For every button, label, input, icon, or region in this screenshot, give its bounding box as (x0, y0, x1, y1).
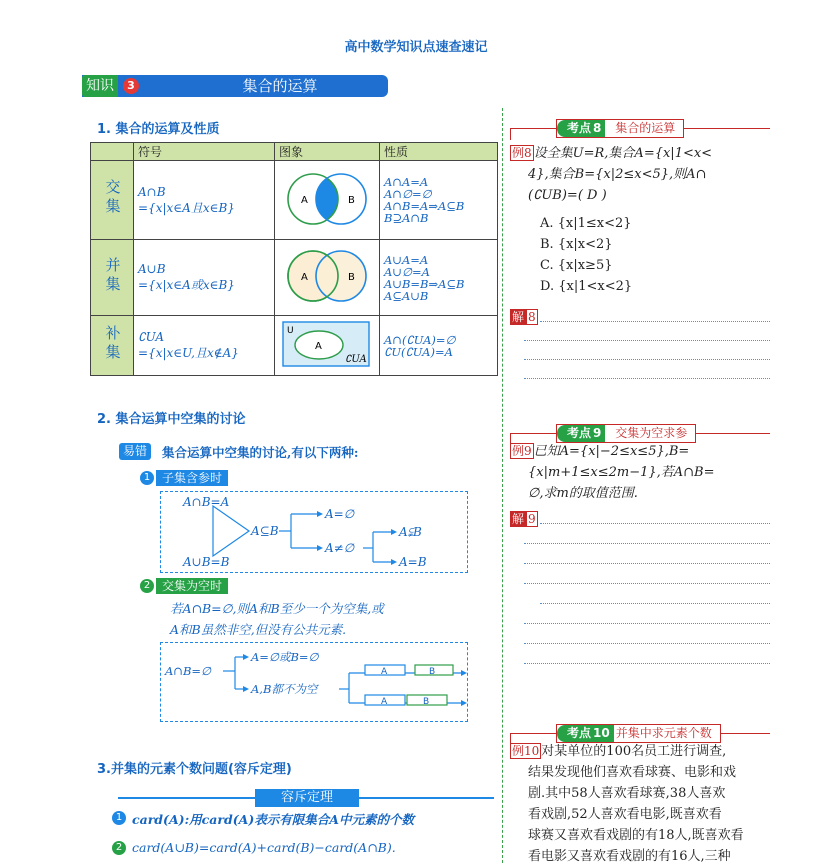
kp9-q-line1: 已知A={x|−2≤x≤5},B= (533, 444, 690, 459)
kp9-question (510, 441, 772, 504)
answer-line (524, 663, 770, 664)
table-row (91, 316, 498, 376)
answer-line (540, 523, 770, 524)
kp8-options (540, 213, 632, 297)
banner-title: 集合的运算 (242, 77, 318, 95)
row-name-complement: 补集 (91, 316, 134, 376)
case2-number: 2 (140, 579, 154, 593)
option-d: D. {x|1<x<2} (540, 279, 633, 294)
box-label-a: A (381, 697, 388, 707)
property-line: A∩(∁UA)=∅ (384, 332, 456, 347)
section3-heading: 3.并集的元素个数问题(容斥定理) (97, 762, 292, 777)
property-line: A⊆A∪B (384, 288, 429, 303)
kp8-rule-tick (510, 128, 511, 140)
kp10-title: 并集中求元素个数 (615, 726, 712, 740)
kp9-title: 交集为空求参 (615, 426, 688, 440)
option-c: C. {x|x≥5} (540, 258, 613, 273)
answer-line (540, 603, 770, 604)
node-a-empty: A=∅ (325, 507, 355, 521)
union-venn-diagram (275, 240, 379, 312)
node-a-eq-b: A=B (399, 555, 427, 569)
case2-text-line1: 若A∩B=∅,则A和B至少一个为空集,或 (170, 601, 384, 616)
complement-def: ={x|x∈U,且x∉A} (138, 346, 239, 360)
case1-diagram-box (160, 491, 468, 573)
kp9-q-line2: {x|m+1≤x≤2m−1},若A∩B= (528, 465, 715, 480)
node-a-subset-b: A⊆B (251, 524, 279, 538)
example-label: 例9 (512, 444, 532, 458)
kp8-tag-num: 8 (593, 120, 605, 137)
property-line: ∁U(∁UA)=A (384, 344, 453, 359)
case2-label: 交集为空时 (156, 578, 228, 594)
box-label-b: B (423, 697, 430, 707)
section1-heading: 1. 集合的运算及性质 (97, 122, 220, 137)
kp10-tag-label: 考点 (557, 725, 597, 742)
case2-flow-diagram (161, 643, 467, 721)
answer-line (524, 643, 770, 644)
intersection-venn-diagram (275, 161, 379, 236)
kp8-q-line3: (∁UB)=( D ) (528, 188, 607, 203)
venn-label-a: A (301, 272, 308, 283)
tip-tag: 易错 (119, 443, 151, 460)
property-line: A∪B=B⇒A⊆B (384, 276, 465, 291)
case1-flow-diagram (161, 492, 467, 572)
kp10-q-line: 看电影又喜欢看戏剧的有16人,三种 (528, 849, 731, 864)
option-b: B. {x|x<2} (540, 237, 613, 252)
kp9-q-line3: ∅,求m的取值范围. (528, 486, 638, 501)
property-line: B⊇A∩B (384, 211, 429, 225)
col-header-graph: 图象 (275, 143, 380, 161)
property-line: A∪∅=A (384, 264, 430, 279)
table-row (91, 240, 498, 316)
venn-label-u: U (287, 326, 294, 336)
answer-line (524, 340, 770, 341)
kp8-solution-label: 解 8 (512, 310, 536, 324)
kp10-q-line: 球赛又喜欢看戏剧的有18人,既喜欢看 (528, 828, 744, 843)
example-label: 例8 (512, 146, 532, 160)
kp10-q-line: 看戏剧,52人喜欢看电影,既喜欢看 (528, 807, 722, 822)
set-operations-table (90, 142, 498, 376)
kp10-q-line: 结果发现他们喜欢看球赛、电影和戏 (528, 765, 737, 780)
banner-label: 知识 (82, 75, 118, 97)
complement-symbol: ∁UA (138, 330, 165, 344)
node-a-cup-b-eq-b: A∪B=B (183, 555, 230, 569)
node-both-nonempty: A,B都不为空 (251, 682, 318, 696)
item1-text: card(A):用card(A)表示有限集合A中元素的个数 (132, 812, 414, 827)
case2-text-line2: A和B虽然非空,但没有公共元素. (170, 622, 347, 637)
property-line: A∩B=A⇒A⊆B (384, 199, 465, 213)
answer-line (524, 359, 770, 360)
column-divider (502, 108, 503, 863)
answer-line (524, 563, 770, 564)
answer-line (524, 378, 770, 379)
venn-label-b: B (348, 272, 355, 283)
node-a-nonempty: A≠∅ (325, 541, 355, 555)
union-def: ={x|x∈A或x∈B} (138, 278, 235, 292)
kp8-question (510, 143, 772, 206)
col-header-symbol: 符号 (134, 143, 275, 161)
intersection-def: ={x|x∈A且x∈B} (138, 200, 235, 215)
case2-diagram-box (160, 642, 468, 722)
venn-label-a: A (315, 341, 322, 352)
property-line: A∩A=A (384, 175, 429, 189)
section3-banner: 容斥定理 (255, 789, 359, 807)
kp8-q-line2: 4},集合B={x|2≤x<5},则A∩ (528, 167, 707, 182)
kp10-q-line: 对某单位的100名员工进行调查, (541, 744, 727, 759)
answer-line (540, 321, 770, 322)
option-a: A. {x|1≤x<2} (540, 216, 632, 231)
venn-label-b: B (348, 195, 355, 206)
page-title: 高中数学知识点速查速记 (344, 40, 488, 55)
row-name-union: 并集 (91, 240, 134, 316)
venn-label-a: A (301, 195, 308, 206)
item1-number: 1 (112, 811, 126, 825)
kp8-q-line1: 设全集U=R,集合A={x|1<x< (533, 146, 713, 161)
box-label-b: B (429, 667, 436, 677)
col-header-property: 性质 (380, 143, 498, 161)
node-a-cap-b-empty: A∩B=∅ (165, 664, 212, 678)
node-a-cap-b-eq-a: A∩B=A (183, 495, 230, 509)
case1-label: 子集含参时 (156, 470, 228, 486)
kp8-title: 集合的运算 (615, 121, 676, 135)
property-line: A∪A=A (384, 252, 429, 267)
kp9-tag-num: 9 (593, 425, 605, 442)
item2-number: 2 (112, 841, 126, 855)
kp10-question (510, 741, 772, 867)
union-symbol: A∪B (138, 262, 166, 276)
kp10-q-line: 剧.其中58人喜欢看球赛,38人喜欢 (528, 786, 726, 801)
section2-heading: 2. 集合运算中空集的讨论 (97, 412, 246, 427)
venn-label-comp: ∁UA (345, 354, 367, 365)
example-label: 例10 (512, 744, 540, 758)
item2-text: card(A∪B)=card(A)+card(B)−card(A∩B). (132, 840, 396, 855)
row-name-intersection: 交集 (91, 161, 134, 240)
kp9-tag-label: 考点 (557, 425, 597, 442)
answer-line (524, 623, 770, 624)
property-line: A∩∅=∅ (384, 187, 432, 201)
answer-line (524, 543, 770, 544)
table-row (91, 161, 498, 240)
banner-number: 3 (123, 78, 139, 94)
intersection-symbol: A∩B (138, 184, 166, 199)
kp8-tag-label: 考点 (557, 120, 597, 137)
case1-number: 1 (140, 471, 154, 485)
kp10-tag-num: 10 (593, 725, 614, 742)
kp8-tag (556, 119, 684, 138)
tip-text: 集合运算中空集的讨论,有以下两种: (162, 445, 359, 460)
box-label-a: A (381, 667, 388, 677)
complement-venn-diagram (275, 316, 379, 372)
node-a-or-b-empty: A=∅或B=∅ (251, 650, 319, 664)
node-proper-subset: A⫋B (399, 525, 422, 539)
kp9-solution-label: 解 9 (512, 512, 536, 526)
answer-line (524, 583, 770, 584)
